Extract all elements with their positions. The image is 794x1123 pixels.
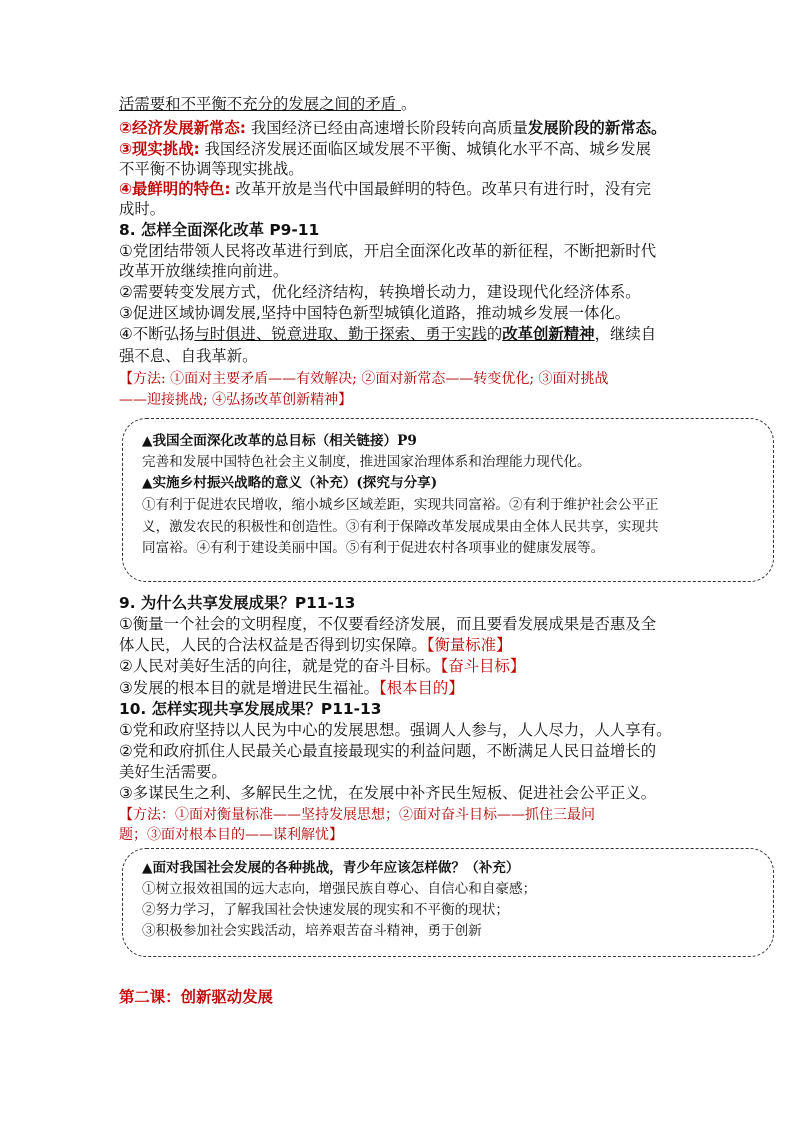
text-line <box>142 538 604 558</box>
tag-label: 【衡量标准】 <box>426 636 512 654</box>
text-segment: ③发展的根本目的就是增进民生福祉。 <box>119 679 380 697</box>
text-line <box>119 635 511 655</box>
text-line <box>119 241 656 261</box>
underlined-text: 活需要和不平衡不充分的发展之间的矛盾 <box>119 95 401 113</box>
text-line <box>119 159 304 179</box>
bold-heading: ▲我国全面深化改革的总目标（相关链接）P9 <box>142 433 417 449</box>
text-line <box>142 495 659 515</box>
text-segment: ④不断弘扬 <box>119 325 195 343</box>
text-line <box>142 921 482 941</box>
text-segment: 完善和发展中国特色社会主义制度，推进国家治理体系和治理能力现代化。 <box>142 454 591 470</box>
text-line <box>142 473 437 493</box>
emphasis-text: 改革创新精神 <box>502 325 595 343</box>
bold-heading: ▲面对我国社会发展的各种挑战，青少年应该怎样做？（补充） <box>142 860 520 876</box>
text-line <box>119 220 319 240</box>
supplement-box <box>122 848 774 957</box>
text-segment: ②努力学习，了解我国社会快速发展的现实和不平衡的现状； <box>142 902 510 918</box>
text-segment: ②党和政府抓住人民最关心最直接最现实的利益问题，不断满足人民日益增长的 <box>119 742 657 760</box>
text-line <box>119 987 273 1007</box>
tag-label: 【奋斗目标】 <box>440 657 526 675</box>
text-segment: ②需要转变发展方式，优化经济结构，转换增长动力，建设现代化经济体系。 <box>119 283 641 301</box>
text-line <box>119 593 355 613</box>
text-segment: 成时。 <box>119 200 166 218</box>
text-segment: 我国经济已经由高速增长阶段转向高质量 <box>245 119 528 137</box>
text-segment: 强不息、自我革新。 <box>119 347 258 365</box>
text-line <box>119 346 258 366</box>
text-segment: ①有利于促进农民增收，缩小城乡区域差距，实现共同富裕。②有利于维护社会公平正 <box>142 497 659 513</box>
text-segment: 改革开放是当代中国最鲜明的特色。改革只有进行时，没有完 <box>230 180 651 198</box>
text-line <box>119 783 656 803</box>
text-segment: ①党团结带领人民将改革进行到底，开启全面深化改革的新征程，不断把新时代 <box>119 242 657 260</box>
text-segment: ③积极参加社会实践活动，培养艰苦奋斗精神，勇于创新 <box>142 923 482 939</box>
text-line <box>119 282 641 302</box>
text-segment: 同富裕。④有利于建设美丽中国。⑤有利于促进农村各项事业的健康发展等。 <box>142 540 605 556</box>
text-line <box>142 879 536 899</box>
text-line <box>119 804 595 825</box>
text-line <box>119 139 651 159</box>
text-segment: ②人民对美好生活的向往，就是党的奋斗目标。 <box>119 657 441 675</box>
text-segment: ①衡量一个社会的文明程度，不仅要看经济发展，而且要看发展成果是否惠及全 <box>119 615 657 633</box>
text-line <box>119 720 671 740</box>
underlined-text: 与时俱进、锐意进取、勤于探索、勇于实践 <box>194 325 487 343</box>
text-segment: ③多谋民生之利、多解民生之忧，在发展中补齐民生短板、促进社会公平正义。 <box>119 784 657 802</box>
method-note: 题；③面对根本目的——谋利解忧】 <box>119 827 343 843</box>
text-segment: ①党和政府坚持以人民为中心的发展思想。强调人人参与，人人尽力，人人享有。 <box>119 721 672 739</box>
bold-heading: 9. 为什么共享发展成果？P11-13 <box>119 594 356 612</box>
text-line <box>119 389 352 410</box>
text-segment: ，继续自 <box>594 325 657 343</box>
text-line <box>119 94 416 114</box>
related-link-box <box>122 418 774 582</box>
text-segment: 义，激发农民的积极性和创造性。③有利于保障改革发展成果由全体人民共享，实现共 <box>142 519 659 535</box>
text-line <box>119 656 525 676</box>
lesson-heading: 第二课：创新驱动发展 <box>119 988 273 1006</box>
bold-heading: 发展阶段的新常态。 <box>527 119 667 137</box>
text-line <box>119 762 227 782</box>
text-line <box>119 824 343 845</box>
text-segment: ③促进区域协调发展,坚持中国特色新型城镇化道路，推动城乡发展一体化。 <box>119 304 631 322</box>
text-line <box>119 368 609 389</box>
text-line <box>119 324 656 344</box>
bold-heading: ▲实施乡村振兴战略的意义（补充）(探究与分享) <box>142 475 438 491</box>
key-term-label: ③现实挑战: <box>119 140 200 158</box>
text-segment: ①树立报效祖国的远大志向，增强民族自尊心、自信心和自豪感； <box>142 881 537 897</box>
text-segment: 。 <box>400 95 417 113</box>
key-term-label: ②经济发展新常态: <box>119 119 246 137</box>
text-line <box>142 900 509 920</box>
key-term-label: ④最鲜明的特色: <box>119 180 231 198</box>
text-line <box>119 741 656 761</box>
text-segment: 我国经济发展还面临区域发展不平衡、城镇化水平不高、城乡发展 <box>199 140 651 158</box>
text-segment: 体人民，人民的合法权益是否得到切实保障。 <box>119 636 427 654</box>
text-line <box>119 118 666 138</box>
text-line <box>119 179 651 199</box>
text-segment: 不平衡不协调等现实挑战。 <box>119 160 304 178</box>
text-segment: 的 <box>486 325 503 343</box>
text-segment: 美好生活需要。 <box>119 763 227 781</box>
bold-heading: 10. 怎样实现共享发展成果？P11-13 <box>119 700 382 718</box>
method-note: ——迎接挑战; ④弘扬改革创新精神】 <box>119 392 353 408</box>
text-line <box>142 452 591 472</box>
text-line <box>119 199 165 219</box>
method-note: 【方法：①面对衡量标准——坚持发展思想；②面对奋斗目标——抓住三最问 <box>119 807 595 823</box>
text-line <box>119 614 656 634</box>
text-line <box>142 517 659 537</box>
text-line <box>119 699 381 719</box>
text-line <box>142 858 519 878</box>
text-line <box>142 431 417 451</box>
text-segment: 改革开放继续推向前进。 <box>119 262 289 280</box>
bold-heading: 8. 怎样全面深化改革 P9-11 <box>119 221 320 239</box>
text-line <box>119 678 464 698</box>
text-line <box>119 261 288 281</box>
text-line <box>119 303 630 323</box>
tag-label: 【根本目的】 <box>379 679 464 697</box>
method-note: 【方法: ①面对主要矛盾——有效解决; ②面对新常态——转变优化; ③面对挑战 <box>119 371 609 387</box>
